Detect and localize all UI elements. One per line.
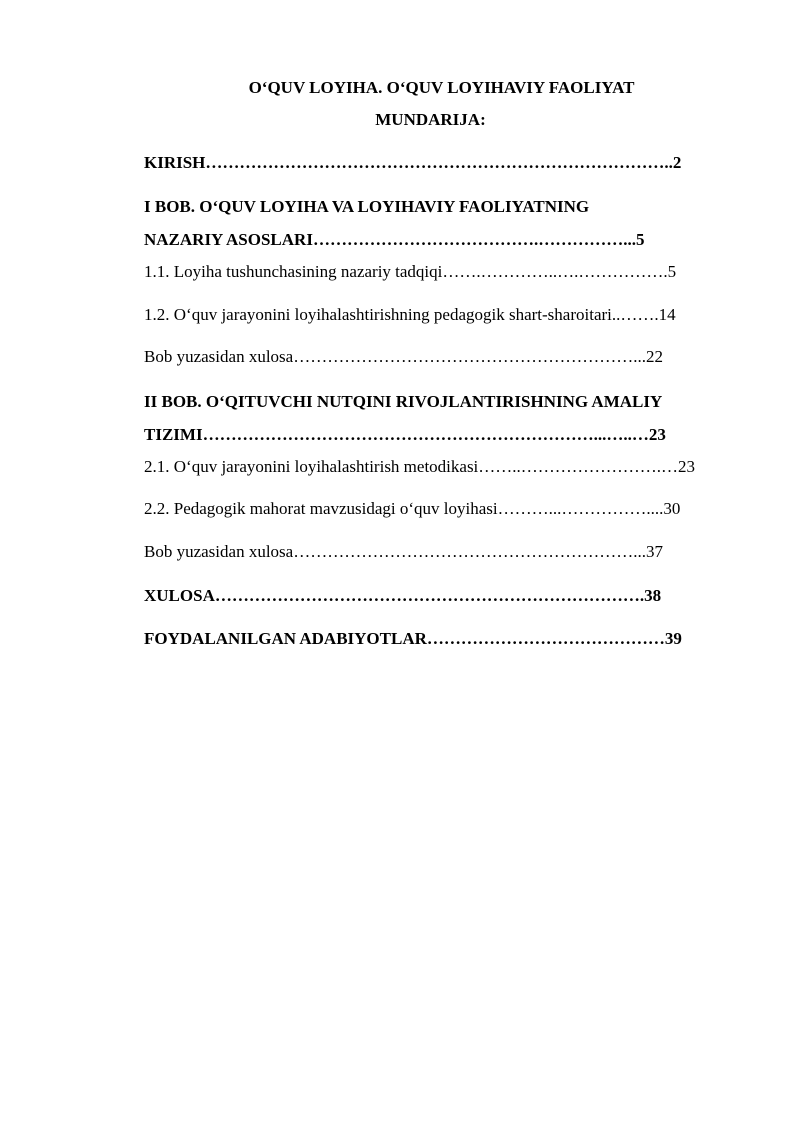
toc-entry-bob1-xulosa: Bob yuzasidan xulosa……………………………………………………...22 (144, 347, 663, 366)
toc-entry-bob2-title: II BOB. O‘QITUVCHI NUTQINI RIVOJLANTIRISHNING AMALIY (144, 392, 663, 411)
toc-heading: MUNDARIJA: (375, 110, 486, 129)
toc-entry-2-1: 2.1. O‘quv jarayonini loyihalashtirish metodikasi……..…………………….…23 (144, 457, 696, 476)
document-title: O‘QUV LOYIHA. O‘QUV LOYIHAVIY FAOLIYAT (248, 78, 635, 97)
toc-entry-bob2-title-cont: TIZIMI……………………………………………………………...…..…23 (144, 425, 666, 444)
toc-entry-2-2: 2.2. Pedagogik mahorat mavzusidagi o‘quv loyihasi………...……………....30 (144, 499, 681, 518)
toc-entry-xulosa: XULOSA………………………………………………………………….38 (144, 586, 662, 605)
toc-entry-bob2-xulosa: Bob yuzasidan xulosa……………………………………………………...37 (144, 542, 663, 561)
toc-entry-bob1-title: I BOB. O‘QUV LOYIHA VA LOYIHAVIY FAOLIYATNING (144, 197, 590, 216)
toc-entry-adabiyotlar: FOYDALANILGAN ADABIYOTLAR……………………………………39 (144, 629, 682, 648)
toc-entry-bob1-title-cont: NAZARIY ASOSLARI………………………………….……………...5 (144, 230, 645, 249)
toc-entry-1-2: 1.2. O‘quv jarayonini loyihalashtirishning pedagogik shart-sharoitari..…….14 (144, 305, 676, 324)
toc-entry-1-1: 1.1. Loyiha tushunchasining nazariy tadqiqi…….…………..….…………….5 (144, 262, 677, 281)
toc-entry-kirish: KIRISH………………………………………………………………………..2 (144, 153, 682, 172)
